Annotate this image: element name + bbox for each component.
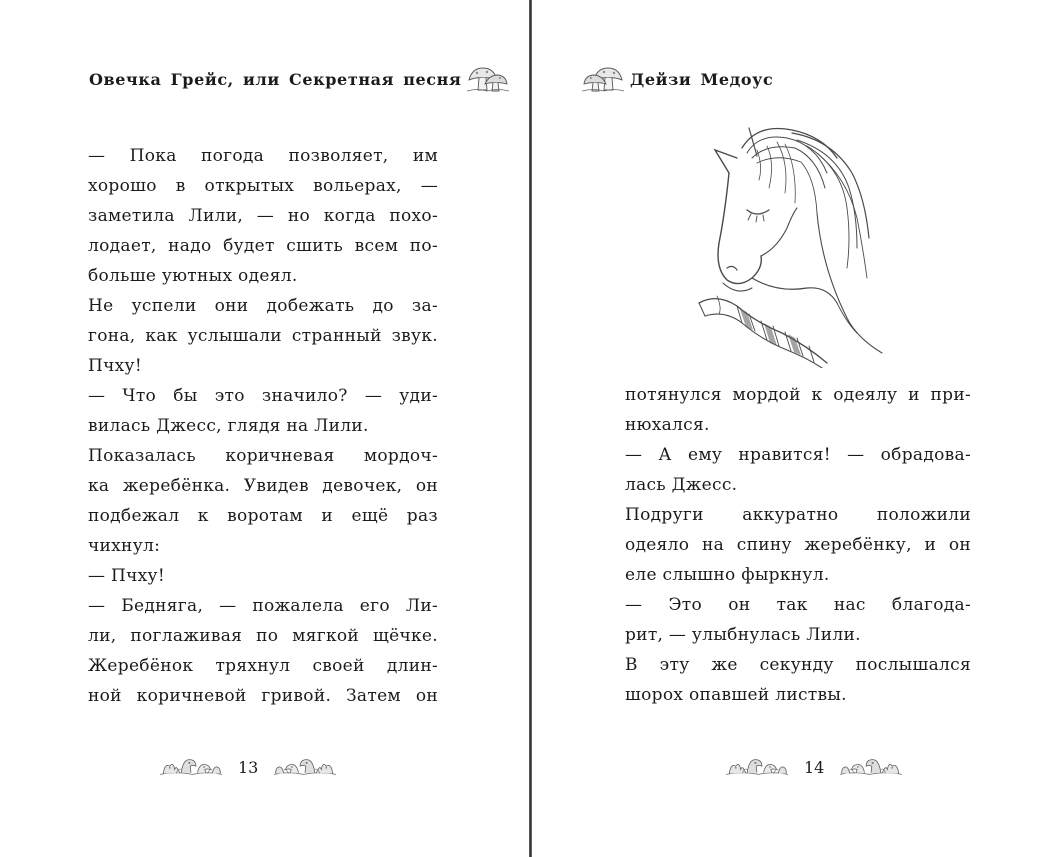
text-line: — Это он так нас благода- <box>625 595 971 615</box>
text-line: Пчху! <box>88 356 142 376</box>
text-line: — А ему нравится! — обрадова- <box>625 445 971 465</box>
text-line: лодает, надо будет сшить всем по- <box>88 236 438 256</box>
page-number: 13 <box>238 757 259 777</box>
text-line: — Пока погода позволяет, им <box>88 146 438 166</box>
text-line: подбежал к воротам и ещё раз <box>88 506 438 526</box>
text-line: гона, как услышали странный звук. <box>88 326 438 346</box>
text-line: Показалась коричневая мордоч- <box>88 446 438 466</box>
foal-illustration <box>697 118 887 368</box>
body-text <box>625 380 971 710</box>
text-line: — Пчху! <box>88 566 165 586</box>
text-line: Жеребёнок тряхнул своей длин- <box>88 656 438 676</box>
text-line: потянулся мордой к одеялу и при- <box>625 385 971 405</box>
text-line: Подруги аккуратно положили <box>625 505 971 525</box>
page-footer <box>160 752 336 782</box>
text-line: больше уютных одеял. <box>88 266 298 286</box>
text-line: чихнул: <box>88 536 161 556</box>
text-line: шорох опавшей листвы. <box>625 685 847 705</box>
twin-mushrooms-icon <box>582 64 624 94</box>
left-page <box>0 0 529 857</box>
text-line: ка жеребёнка. Увидев девочек, он <box>88 476 438 496</box>
flowers-and-mushrooms-icon <box>160 752 222 782</box>
text-line: нюхался. <box>625 415 710 435</box>
flowers-and-mushrooms-icon <box>726 752 788 782</box>
running-head-author: Дейзи Медоус <box>630 69 774 89</box>
flowers-and-mushrooms-icon <box>274 752 336 782</box>
page-number: 14 <box>804 757 825 777</box>
text-line: одеяло на спину жеребёнку, и он <box>625 535 971 555</box>
text-line: хорошо в открытых вольерах, — <box>88 176 438 196</box>
flowers-and-mushrooms-icon <box>840 752 902 782</box>
text-line: еле слышно фыркнул. <box>625 565 830 585</box>
text-line: В эту же секунду послышался <box>625 655 971 675</box>
text-line: Не успели они добежать до за- <box>88 296 438 316</box>
running-head <box>89 64 515 94</box>
text-line: заметила Лили, — но когда похо- <box>88 206 438 226</box>
right-page <box>532 0 1062 857</box>
running-head-title: Овечка Грейс, или Секретная песня <box>89 69 462 89</box>
text-line: лась Джесс. <box>625 475 738 495</box>
text-line: ной коричневой гривой. Затем он <box>88 686 438 706</box>
text-line: ли, поглаживая по мягкой щёчке. <box>88 626 438 646</box>
text-line: рит, — улыбнулась Лили. <box>625 625 861 645</box>
text-line: — Бедняга, — пожалела его Ли- <box>88 596 438 616</box>
twin-mushrooms-icon <box>467 64 509 94</box>
running-head <box>576 64 773 94</box>
page-footer <box>726 752 902 782</box>
text-line: вилась Джесс, глядя на Лили. <box>88 416 369 436</box>
text-line: — Что бы это значило? — уди- <box>88 386 438 406</box>
body-text <box>88 141 438 711</box>
